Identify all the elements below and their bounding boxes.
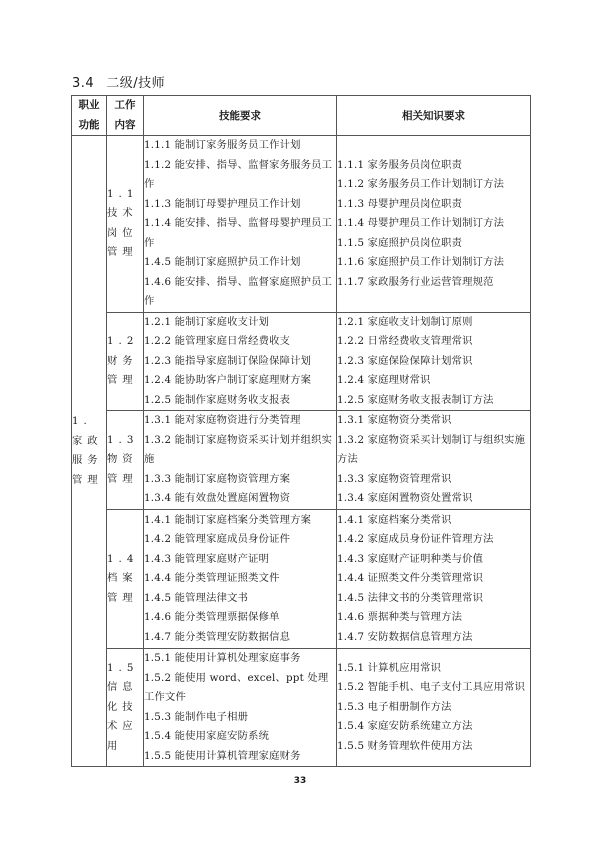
knowledge-item: 1.4.7 安防数据信息管理方法 [337, 630, 473, 643]
skill-item: 1.2.1 能制订家庭收支计划 [144, 315, 270, 328]
skill-item: 1.5.3 能制作电子相册 [144, 710, 249, 723]
knowledge-item: 1.5.4 家庭安防系统建立方法 [337, 720, 473, 733]
skill-item: 1.4.5 能制订家庭照护员工作计划 [144, 256, 301, 268]
knowledge-cell [337, 136, 531, 313]
knowledge-item: 1.2.3 家庭保险保障计划常识 [337, 354, 473, 367]
skills-requirements-table [71, 95, 531, 767]
knowledge-item: 1.5.5 财务管理软件使用方法 [337, 739, 473, 752]
table-row [72, 136, 531, 313]
skill-item: 1.3.1 能对家庭物资进行分类管理 [144, 414, 301, 427]
skill-item: 1.1.2 能安排、指导、监督家务服务员工作 [144, 158, 333, 190]
occupational-function-cell: 1.家政服务管理 [72, 136, 107, 767]
knowledge-item: 1.3.2 家庭物资采买计划制订与组织实施方法 [337, 433, 526, 466]
section-heading [72, 72, 165, 91]
knowledge-item: 1.2.4 家庭理财常识 [337, 374, 431, 386]
page-number: 33 [293, 776, 307, 786]
skill-item: 1.4.1 能制订家庭档案分类管理方案 [144, 513, 312, 526]
knowledge-item: 1.1.4 母婴护理员工作计划制订方法 [337, 217, 505, 229]
skills-cell [144, 136, 337, 313]
knowledge-cell [337, 312, 531, 411]
work-content-cell: 1.4 档案管理 [107, 510, 144, 649]
section-number: 3.4 [72, 76, 95, 91]
skills-cell [144, 312, 337, 411]
skills-cell [144, 411, 337, 510]
skill-item: 1.3.2 能制订家庭物资采买计划并组织实施 [144, 433, 333, 466]
knowledge-item: 1.1.7 家政服务行业运营管理规范 [337, 275, 494, 288]
skill-item: 1.3.4 能有效盘处置庭闲置物资 [144, 492, 291, 505]
work-content-cell: 1.1 技术岗位管理 [107, 136, 144, 313]
knowledge-item: 1.5.3 电子相册制作方法 [337, 700, 452, 713]
knowledge-cell [337, 649, 531, 767]
table-row [72, 411, 531, 510]
skill-item: 1.4.4 能分类管理证照类文件 [144, 572, 280, 585]
skills-cell [144, 649, 337, 767]
knowledge-item: 1.2.1 家庭收支计划制订原则 [337, 315, 473, 328]
skill-item: 1.3.3 能制订家庭物资管理方案 [144, 472, 291, 485]
knowledge-item: 1.2.5 家庭财务收支报表制订方法 [337, 393, 494, 406]
knowledge-item: 1.4.6 票据种类与管理方法 [337, 611, 463, 624]
work-content-cell: 1.5 信息化技术应用 [107, 649, 144, 767]
skill-item: 1.4.6 能分类管理票据保修单 [144, 611, 280, 624]
knowledge-item: 1.4.2 家庭成员身份证件管理方法 [337, 533, 494, 546]
knowledge-item: 1.4.5 法律文书的分类管理常识 [337, 591, 484, 604]
knowledge-item: 1.5.1 计算机应用常识 [337, 661, 442, 674]
header-skills: 技能要求 [144, 96, 337, 136]
skill-item: 1.2.5 能制作家庭财务收支报表 [144, 393, 291, 406]
section-title: 二级/技师 [106, 76, 166, 91]
header-work-content: 工作 内容 [107, 96, 144, 136]
table-row [72, 649, 531, 767]
knowledge-item: 1.3.1 家庭物资分类常识 [337, 414, 452, 427]
skill-item: 1.5.1 能使用计算机处理家庭事务 [144, 652, 301, 664]
knowledge-cell [337, 411, 531, 510]
knowledge-item: 1.3.4 家庭闲置物资处置常识 [337, 492, 473, 505]
skill-item: 1.1.4 能安排、指导、监督母婴护理员工作 [144, 217, 333, 249]
skill-item: 1.4.7 能分类管理安防数据信息 [144, 630, 291, 643]
skill-item: 1.4.5 能管理法律文书 [144, 591, 249, 604]
skill-item: 1.4.2 能管理家庭成员身份证件 [144, 533, 291, 546]
knowledge-item: 1.1.6 家庭照护员工作计划制订方法 [337, 256, 505, 268]
skill-item: 1.5.5 能使用计算机管理家庭财务 [144, 749, 301, 762]
header-function: 职业 功能 [72, 96, 107, 136]
knowledge-item: 1.1.3 母婴护理员岗位职责 [337, 197, 463, 210]
knowledge-item: 1.4.4 证照类文件分类管理常识 [337, 572, 484, 585]
knowledge-item: 1.2.2 日常经费收支管理常识 [337, 335, 473, 347]
knowledge-item: 1.1.5 家庭照护员岗位职责 [337, 236, 463, 249]
skill-item: 1.1.3 能制订母婴护理员工作计划 [144, 197, 301, 210]
table-row [72, 312, 531, 411]
skill-item: 1.2.2 能管理家庭日常经费收支 [144, 335, 291, 347]
knowledge-item: 1.1.1 家务服务员岗位职责 [337, 158, 463, 171]
skill-item: 1.4.3 能管理家庭财产证明 [144, 552, 270, 565]
knowledge-item: 1.5.2 智能手机、电子支付工具应用常识 [337, 681, 526, 694]
table-header-row [72, 96, 531, 136]
skill-item: 1.5.4 能使用家庭安防系统 [144, 730, 270, 742]
skill-item: 1.2.3 能指导家庭制订保险保障计划 [144, 354, 312, 367]
table-row [72, 510, 531, 649]
work-content-cell: 1.3 物资管理 [107, 411, 144, 510]
work-content-cell: 1.2 财务管理 [107, 312, 144, 411]
skill-item: 1.1.1 能制订家务服务员工作计划 [144, 139, 301, 151]
skills-cell [144, 510, 337, 649]
knowledge-item: 1.4.1 家庭档案分类常识 [337, 513, 452, 526]
knowledge-cell [337, 510, 531, 649]
knowledge-item: 1.1.2 家务服务员工作计划制订方法 [337, 178, 505, 190]
skill-item: 1.4.6 能安排、指导、监督家庭照护员工作 [144, 275, 333, 307]
skill-item: 1.5.2 能使用 word、excel、ppt 处理工作文件 [144, 671, 329, 703]
header-knowledge: 相关知识要求 [337, 96, 531, 136]
knowledge-item: 1.3.3 家庭物资管理常识 [337, 472, 452, 485]
knowledge-item: 1.4.3 家庭财产证明种类与价值 [337, 552, 484, 565]
skill-item: 1.2.4 能协助客户制订家庭理财方案 [144, 374, 312, 386]
